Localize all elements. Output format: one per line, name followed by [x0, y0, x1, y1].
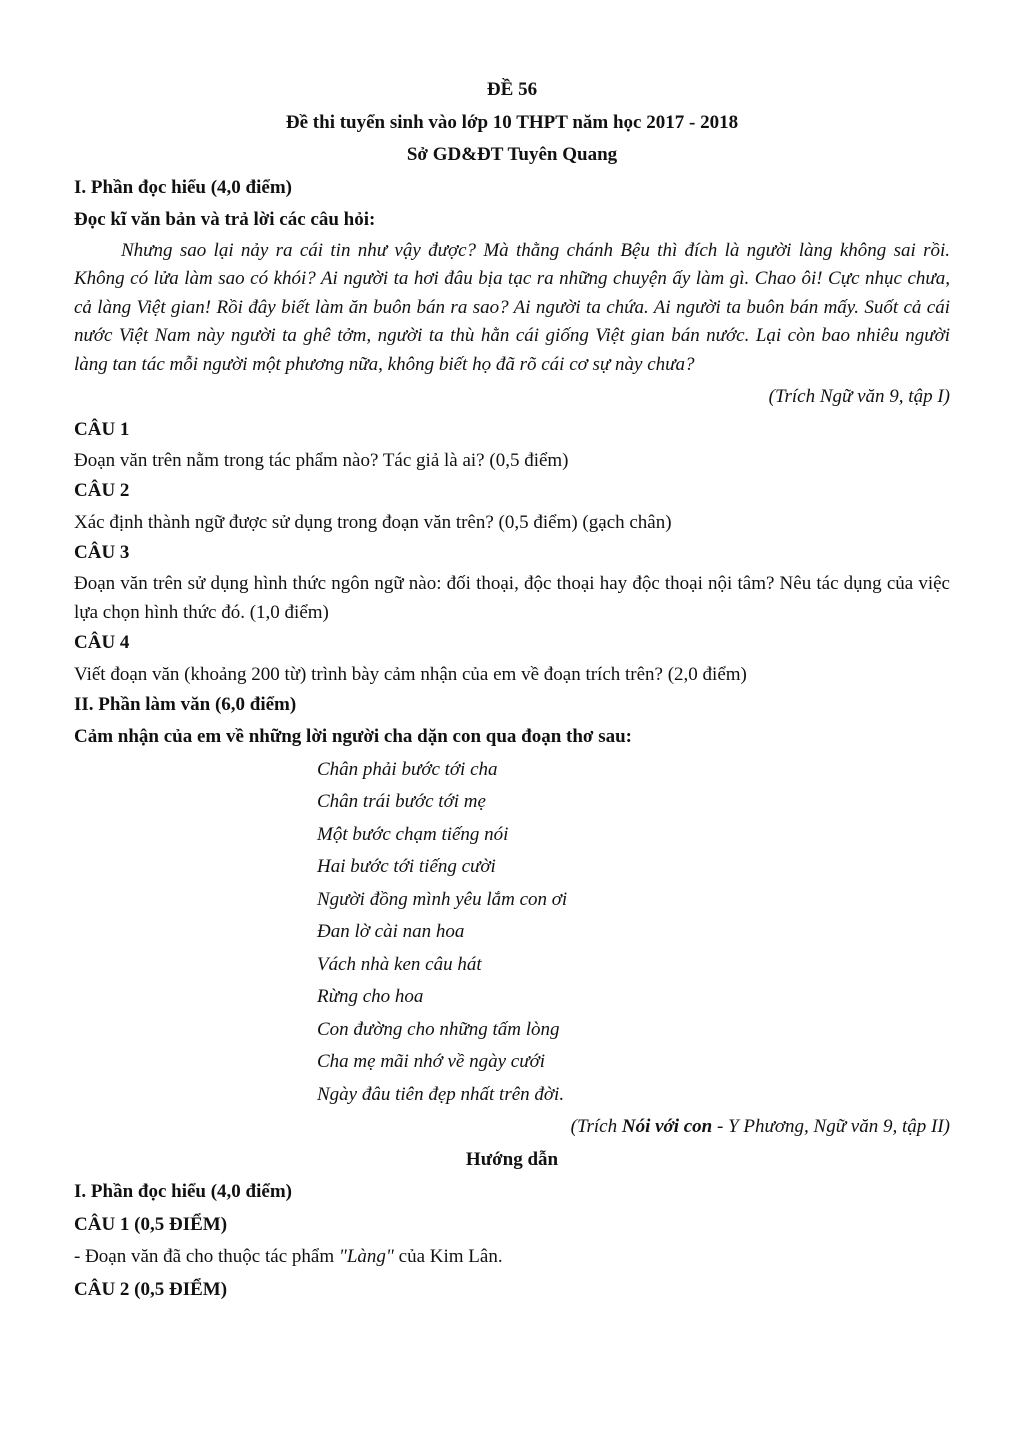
exam-department: Sở GD&ĐT Tuyên Quang	[406, 144, 618, 165]
question-text: Đoạn văn trên nằm trong tác phẩm nào? Tác giả là ai? (0,5 điểm)	[74, 450, 569, 472]
guide-q1-answer	[74, 1241, 950, 1274]
exam-number: ĐỀ 56	[486, 79, 538, 100]
poem-source-suffix: - Y Phương, Ngữ văn 9, tập II)	[712, 1116, 950, 1138]
poem-source	[74, 1111, 950, 1144]
poem-line: Hai bước tới tiếng cười	[317, 856, 496, 878]
answer-prefix: - Đoạn văn đã cho thuộc tác phẩm	[74, 1246, 339, 1268]
poem-line: Cha mẹ mãi nhớ về ngày cưới	[317, 1051, 545, 1073]
guide-q1-heading: CÂU 1 (0,5 ĐIỂM)	[74, 1213, 228, 1235]
poem	[317, 754, 950, 1112]
poem-line: Ngày đâu tiên đẹp nhất trên đời.	[317, 1083, 565, 1105]
passage-source: (Trích Ngữ văn 9, tập I)	[768, 386, 950, 408]
reading-passage: Nhưng sao lại nảy ra cái tin như vậy được? Mà thằng chánh Bệu thì đích là người làng không sai rồi. Không có lửa làm sao có khói? Ai người ta hơi đâu bịa tạc ra những chuyện ấy làm gì. Chao ôi! Cực nhục chưa, cả làng Việt gian! Rồi đây biết làm ăn buôn bán ra sao? Ai người ta chứa. Ai người ta buôn bán mấy. Suốt cả cái nước Việt Nam này người ta ghê tởm, người ta thù hằn cái giống Việt gian bán nước. Lại còn bao nhiêu người làng tan tác mỗi người một phương nữa, không biết họ đã rõ cái cơ sự này chưa?	[74, 239, 950, 375]
question-label: CÂU 4	[74, 632, 130, 654]
poem-line: Rừng cho hoa	[317, 986, 424, 1008]
part2-prompt: Cảm nhận của em về những lời người cha dặn con qua đoạn thơ sau:	[74, 726, 632, 748]
poem-line: Một bước chạm tiếng nói	[317, 823, 509, 845]
question-text: Xác định thành ngữ được sử dụng trong đoạn văn trên? (0,5 điểm) (gạch chân)	[74, 511, 672, 533]
part1-instruction: Đọc kĩ văn bản và trả lời các câu hỏi:	[74, 209, 376, 230]
question-label: CÂU 3	[74, 541, 130, 563]
poem-line: Vách nhà ken câu hát	[317, 953, 482, 975]
page-content	[74, 74, 950, 1306]
exam-title: Đề thi tuyển sinh vào lớp 10 THPT năm học 2017 - 2018	[285, 111, 739, 133]
question-text: Viết đoạn văn (khoảng 200 từ) trình bày cảm nhận của em về đoạn trích trên? (2,0 điểm)	[74, 663, 747, 685]
part1-heading: I. Phần đọc hiểu (4,0 điểm)	[74, 176, 292, 198]
answer-work-title: "Làng"	[338, 1246, 394, 1268]
guide-q2-heading: CÂU 2 (0,5 ĐIỂM)	[74, 1278, 228, 1300]
question-label: CÂU 1	[74, 418, 130, 440]
poem-line: Chân trái bước tới mẹ	[317, 791, 486, 813]
poem-source-prefix: (Trích	[570, 1116, 622, 1138]
poem-line: Con đường cho những tấm lòng	[317, 1018, 560, 1040]
question-text: Đoạn văn trên sử dụng hình thức ngôn ngữ nào: đối thoại, độc thoại hay độc thoại nội tâm? Nêu tác dụng của việc lựa chọn hình thức đó. (1,0 điểm)	[74, 573, 950, 624]
part2-heading: II. Phần làm văn (6,0 điểm)	[74, 693, 297, 715]
poem-source-title: Nói với con	[621, 1116, 713, 1138]
poem-line: Người đồng mình yêu lắm con ơi	[317, 888, 568, 910]
guide-heading: Hướng dẫn	[465, 1148, 559, 1170]
answer-suffix: của Kim Lân.	[393, 1246, 503, 1268]
question-label: CÂU 2	[74, 480, 130, 502]
poem-line: Chân phải bước tới cha	[317, 758, 498, 780]
guide-part1-heading: I. Phần đọc hiểu (4,0 điểm)	[74, 1181, 292, 1203]
poem-line: Đan lờ cài nan hoa	[317, 921, 465, 943]
